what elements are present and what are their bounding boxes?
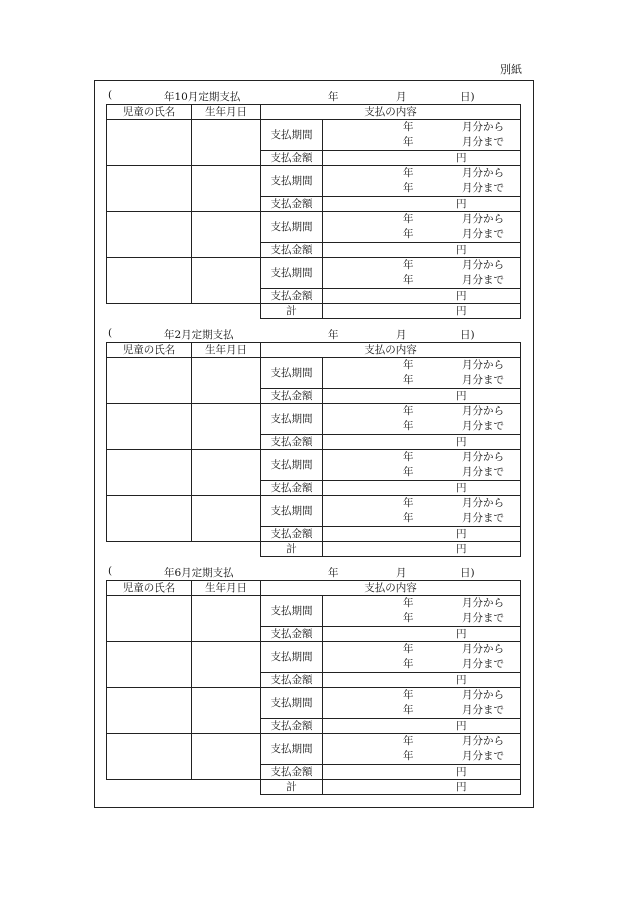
amount-cell[interactable]	[323, 389, 521, 404]
period-to-row	[323, 227, 520, 242]
to-year-unit: 年	[403, 420, 414, 432]
table-header-row	[107, 581, 521, 596]
header-child-name: 児童の氏名	[107, 581, 192, 596]
date-month-unit: 月	[396, 329, 407, 341]
period-from-row	[323, 734, 520, 749]
child-name-cell[interactable]	[107, 358, 192, 404]
period-cell[interactable]	[323, 166, 521, 197]
from-month-text: 月分から	[462, 213, 504, 225]
to-month-text: 月分まで	[462, 228, 504, 240]
amount-cell[interactable]	[323, 289, 521, 304]
period-to-row	[323, 749, 520, 764]
birthdate-cell[interactable]	[192, 642, 261, 688]
date-year-unit: 年	[328, 91, 339, 103]
amount-cell[interactable]	[323, 627, 521, 642]
from-year-unit: 年	[403, 259, 414, 271]
from-year-unit: 年	[403, 735, 414, 747]
from-year-unit: 年	[403, 497, 414, 509]
child-name-cell[interactable]	[107, 166, 192, 212]
date-year-unit: 年	[328, 567, 339, 579]
period-cell[interactable]	[323, 734, 521, 765]
total-row	[107, 542, 521, 557]
total-amount-cell[interactable]	[323, 304, 521, 319]
period-to-row	[323, 511, 520, 526]
annex-label: 別紙	[500, 63, 522, 76]
yen-unit: 円	[456, 152, 467, 164]
date-month-unit: 月	[396, 91, 407, 103]
birthdate-cell[interactable]	[192, 688, 261, 734]
to-year-unit: 年	[403, 136, 414, 148]
section-title: 年2月定期支払	[164, 329, 234, 341]
from-year-unit: 年	[403, 359, 414, 371]
period-cell[interactable]	[323, 258, 521, 289]
from-year-unit: 年	[403, 643, 414, 655]
from-year-unit: 年	[403, 213, 414, 225]
yen-unit: 円	[456, 781, 467, 793]
amount-cell[interactable]	[323, 243, 521, 258]
table-row	[107, 688, 521, 719]
from-year-unit: 年	[403, 597, 414, 609]
to-month-text: 月分まで	[462, 612, 504, 624]
table-row	[107, 734, 521, 765]
amount-label: 支払金額	[261, 719, 323, 734]
payment-table	[106, 342, 521, 557]
yen-unit: 円	[456, 674, 467, 686]
to-month-text: 月分まで	[462, 374, 504, 386]
payment-table	[106, 580, 521, 795]
amount-label: 支払金額	[261, 627, 323, 642]
period-label: 支払期間	[261, 642, 323, 673]
amount-cell[interactable]	[323, 673, 521, 688]
payment-table	[106, 104, 521, 319]
amount-label: 支払金額	[261, 435, 323, 450]
yen-unit: 円	[456, 305, 467, 317]
from-month-text: 月分から	[462, 121, 504, 133]
period-cell[interactable]	[323, 212, 521, 243]
from-month-text: 月分から	[462, 259, 504, 271]
period-to-row	[323, 611, 520, 626]
table-row	[107, 496, 521, 527]
to-year-unit: 年	[403, 512, 414, 524]
date-month-unit: 月	[396, 567, 407, 579]
open-paren: (	[108, 89, 113, 101]
header-birthdate: 生年月日	[192, 105, 261, 120]
total-amount-cell[interactable]	[323, 780, 521, 795]
table-row	[107, 450, 521, 481]
period-label: 支払期間	[261, 212, 323, 243]
date-day-unit: 日)	[460, 329, 475, 341]
birthdate-cell[interactable]	[192, 404, 261, 450]
header-child-name: 児童の氏名	[107, 343, 192, 358]
payment-section	[106, 89, 520, 319]
from-year-unit: 年	[403, 451, 414, 463]
table-row	[107, 212, 521, 243]
to-year-unit: 年	[403, 750, 414, 762]
period-label: 支払期間	[261, 358, 323, 389]
period-cell[interactable]	[323, 642, 521, 673]
yen-unit: 円	[456, 766, 467, 778]
period-to-row	[323, 703, 520, 718]
period-label: 支払期間	[261, 496, 323, 527]
amount-label: 支払金額	[261, 151, 323, 166]
from-year-unit: 年	[403, 689, 414, 701]
to-year-unit: 年	[403, 274, 414, 286]
table-header-row	[107, 343, 521, 358]
from-year-unit: 年	[403, 121, 414, 133]
table-row	[107, 358, 521, 389]
header-birthdate: 生年月日	[192, 343, 261, 358]
amount-cell[interactable]	[323, 527, 521, 542]
from-month-text: 月分から	[462, 643, 504, 655]
header-payment-content: 支払の内容	[261, 105, 521, 120]
child-name-cell[interactable]	[107, 450, 192, 496]
yen-unit: 円	[456, 290, 467, 302]
period-label: 支払期間	[261, 734, 323, 765]
to-year-unit: 年	[403, 658, 414, 670]
section-header	[106, 89, 520, 104]
header-child-name: 児童の氏名	[107, 105, 192, 120]
from-month-text: 月分から	[462, 451, 504, 463]
birthdate-cell[interactable]	[192, 120, 261, 166]
period-from-row	[323, 166, 520, 181]
to-month-text: 月分まで	[462, 658, 504, 670]
from-year-unit: 年	[403, 405, 414, 417]
birthdate-cell[interactable]	[192, 596, 261, 642]
total-label: 計	[261, 542, 323, 557]
period-label: 支払期間	[261, 596, 323, 627]
open-paren: (	[108, 565, 113, 577]
period-label: 支払期間	[261, 166, 323, 197]
child-name-cell[interactable]	[107, 642, 192, 688]
total-label: 計	[261, 304, 323, 319]
period-cell[interactable]	[323, 496, 521, 527]
payment-section	[106, 565, 520, 795]
to-month-text: 月分まで	[462, 420, 504, 432]
from-month-text: 月分から	[462, 405, 504, 417]
child-name-cell[interactable]	[107, 688, 192, 734]
amount-label: 支払金額	[261, 527, 323, 542]
birthdate-cell[interactable]	[192, 212, 261, 258]
amount-label: 支払金額	[261, 197, 323, 212]
section-header	[106, 565, 520, 580]
period-from-row	[323, 358, 520, 373]
period-from-row	[323, 120, 520, 135]
yen-unit: 円	[456, 628, 467, 640]
amount-cell[interactable]	[323, 719, 521, 734]
yen-unit: 円	[456, 528, 467, 540]
birthdate-cell[interactable]	[192, 166, 261, 212]
birthdate-cell[interactable]	[192, 734, 261, 780]
amount-cell[interactable]	[323, 435, 521, 450]
period-from-row	[323, 642, 520, 657]
birthdate-cell[interactable]	[192, 496, 261, 542]
to-month-text: 月分まで	[462, 704, 504, 716]
birthdate-cell[interactable]	[192, 450, 261, 496]
child-name-cell[interactable]	[107, 120, 192, 166]
yen-unit: 円	[456, 482, 467, 494]
to-year-unit: 年	[403, 182, 414, 194]
from-month-text: 月分から	[462, 689, 504, 701]
amount-cell[interactable]	[323, 481, 521, 496]
table-row	[107, 120, 521, 151]
to-year-unit: 年	[403, 704, 414, 716]
to-month-text: 月分まで	[462, 750, 504, 762]
header-payment-content: 支払の内容	[261, 581, 521, 596]
section-title: 年10月定期支払	[164, 91, 241, 103]
to-month-text: 月分まで	[462, 512, 504, 524]
amount-label: 支払金額	[261, 289, 323, 304]
period-label: 支払期間	[261, 688, 323, 719]
birthdate-cell[interactable]	[192, 258, 261, 304]
child-name-cell[interactable]	[107, 596, 192, 642]
period-cell[interactable]	[323, 404, 521, 435]
table-header-row	[107, 105, 521, 120]
date-day-unit: 日)	[460, 567, 475, 579]
header-payment-content: 支払の内容	[261, 343, 521, 358]
period-cell[interactable]	[323, 596, 521, 627]
child-name-cell[interactable]	[107, 496, 192, 542]
amount-cell[interactable]	[323, 151, 521, 166]
yen-unit: 円	[456, 720, 467, 732]
open-paren: (	[108, 327, 113, 339]
period-cell[interactable]	[323, 358, 521, 389]
yen-unit: 円	[456, 436, 467, 448]
period-to-row	[323, 273, 520, 288]
birthdate-cell[interactable]	[192, 358, 261, 404]
period-from-row	[323, 596, 520, 611]
amount-label: 支払金額	[261, 765, 323, 780]
period-label: 支払期間	[261, 404, 323, 435]
period-to-row	[323, 419, 520, 434]
to-month-text: 月分まで	[462, 466, 504, 478]
payment-section	[106, 327, 520, 557]
total-row	[107, 304, 521, 319]
child-name-cell[interactable]	[107, 258, 192, 304]
yen-unit: 円	[456, 390, 467, 402]
to-year-unit: 年	[403, 466, 414, 478]
period-cell[interactable]	[323, 688, 521, 719]
total-amount-cell[interactable]	[323, 542, 521, 557]
yen-unit: 円	[456, 198, 467, 210]
period-from-row	[323, 688, 520, 703]
period-to-row	[323, 181, 520, 196]
amount-label: 支払金額	[261, 389, 323, 404]
table-row	[107, 596, 521, 627]
period-cell[interactable]	[323, 120, 521, 151]
period-to-row	[323, 465, 520, 480]
amount-label: 支払金額	[261, 481, 323, 496]
amount-cell[interactable]	[323, 197, 521, 212]
to-month-text: 月分まで	[462, 274, 504, 286]
from-year-unit: 年	[403, 167, 414, 179]
to-month-text: 月分まで	[462, 136, 504, 148]
period-to-row	[323, 373, 520, 388]
yen-unit: 円	[456, 244, 467, 256]
period-from-row	[323, 404, 520, 419]
amount-label: 支払金額	[261, 673, 323, 688]
yen-unit: 円	[456, 543, 467, 555]
total-row	[107, 780, 521, 795]
table-row	[107, 166, 521, 197]
child-name-cell[interactable]	[107, 212, 192, 258]
period-cell[interactable]	[323, 450, 521, 481]
table-row	[107, 258, 521, 289]
period-to-row	[323, 135, 520, 150]
period-from-row	[323, 450, 520, 465]
period-label: 支払期間	[261, 450, 323, 481]
section-title: 年6月定期支払	[164, 567, 234, 579]
from-month-text: 月分から	[462, 167, 504, 179]
table-row	[107, 404, 521, 435]
period-label: 支払期間	[261, 258, 323, 289]
total-label: 計	[261, 780, 323, 795]
amount-label: 支払金額	[261, 243, 323, 258]
from-month-text: 月分から	[462, 359, 504, 371]
child-name-cell[interactable]	[107, 404, 192, 450]
amount-cell[interactable]	[323, 765, 521, 780]
date-year-unit: 年	[328, 329, 339, 341]
date-day-unit: 日)	[460, 91, 475, 103]
from-month-text: 月分から	[462, 597, 504, 609]
period-label: 支払期間	[261, 120, 323, 151]
period-from-row	[323, 258, 520, 273]
period-from-row	[323, 212, 520, 227]
period-to-row	[323, 657, 520, 672]
from-month-text: 月分から	[462, 497, 504, 509]
to-year-unit: 年	[403, 374, 414, 386]
period-from-row	[323, 496, 520, 511]
table-row	[107, 642, 521, 673]
section-header	[106, 327, 520, 342]
to-year-unit: 年	[403, 612, 414, 624]
from-month-text: 月分から	[462, 735, 504, 747]
child-name-cell[interactable]	[107, 734, 192, 780]
to-year-unit: 年	[403, 228, 414, 240]
to-month-text: 月分まで	[462, 182, 504, 194]
header-birthdate: 生年月日	[192, 581, 261, 596]
